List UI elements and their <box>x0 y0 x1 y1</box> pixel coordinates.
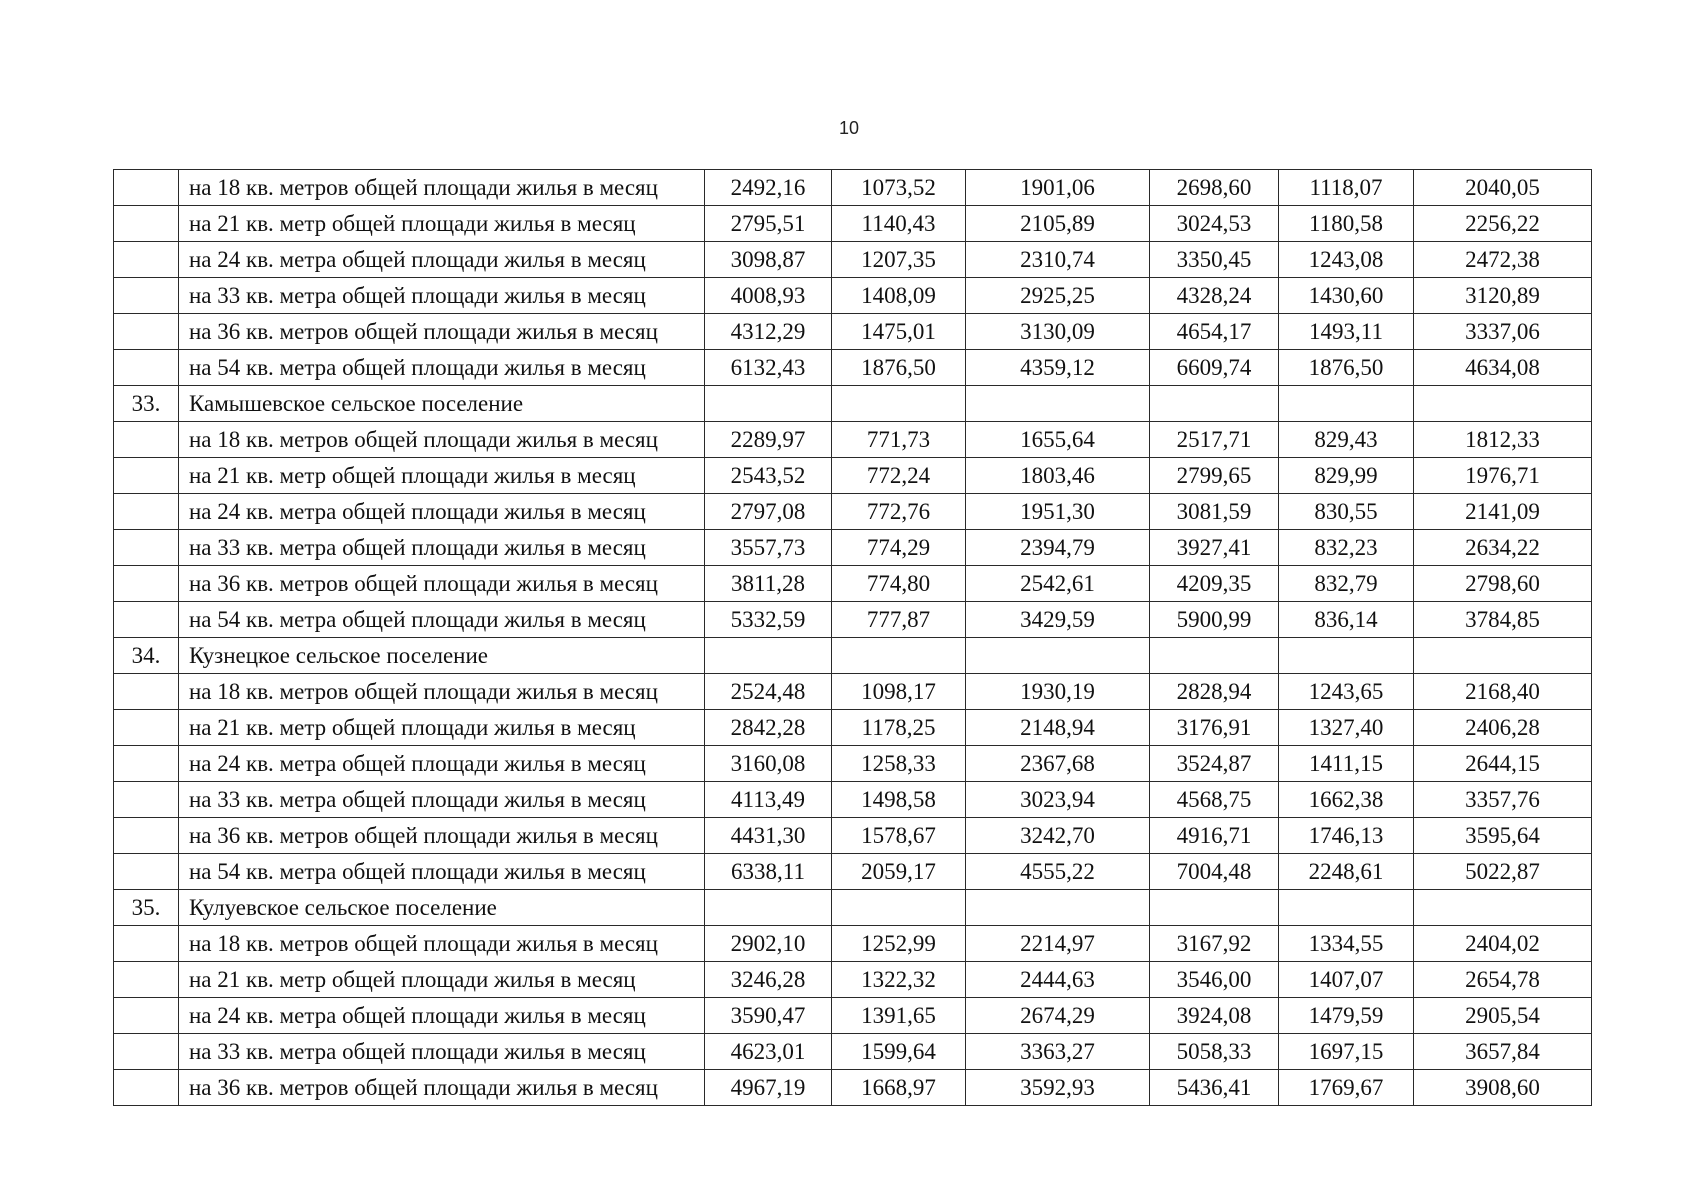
value-cell-col-3: 2214,97 <box>966 926 1150 962</box>
description-cell: на 21 кв. метр общей площади жилья в месяц <box>179 458 705 494</box>
row-number-cell: 33. <box>114 386 179 422</box>
row-number-cell <box>114 422 179 458</box>
value-cell-col-4: 3024,53 <box>1150 206 1279 242</box>
value-cell-col-3: 1930,19 <box>966 674 1150 710</box>
value-cell-col-3: 2542,61 <box>966 566 1150 602</box>
value-cell-col-2: 1207,35 <box>832 242 966 278</box>
value-cell-col-3: 3130,09 <box>966 314 1150 350</box>
value-cell-col-6: 2141,09 <box>1414 494 1592 530</box>
value-cell-col-4: 2799,65 <box>1150 458 1279 494</box>
value-cell-col-2: 1073,52 <box>832 170 966 206</box>
row-number-cell <box>114 710 179 746</box>
value-cell-col-6: 3908,60 <box>1414 1070 1592 1106</box>
value-cell-col-1: 4967,19 <box>705 1070 832 1106</box>
value-cell-col-6: 3337,06 <box>1414 314 1592 350</box>
value-cell-col-5: 829,99 <box>1279 458 1414 494</box>
value-cell-col-6: 2168,40 <box>1414 674 1592 710</box>
value-cell-col-3: 3592,93 <box>966 1070 1150 1106</box>
row-number-cell <box>114 926 179 962</box>
table-row <box>114 206 1592 242</box>
value-cell-col-4: 5900,99 <box>1150 602 1279 638</box>
description-cell: на 36 кв. метров общей площади жилья в месяц <box>179 818 705 854</box>
value-cell-col-6: 2644,15 <box>1414 746 1592 782</box>
value-cell-col-1 <box>705 890 832 926</box>
table-row <box>114 602 1592 638</box>
description-cell: на 36 кв. метров общей площади жилья в месяц <box>179 314 705 350</box>
value-cell-col-6: 2798,60 <box>1414 566 1592 602</box>
value-cell-col-4: 3524,87 <box>1150 746 1279 782</box>
description-cell: на 54 кв. метра общей площади жилья в месяц <box>179 350 705 386</box>
value-cell-col-6: 3357,76 <box>1414 782 1592 818</box>
table-row <box>114 494 1592 530</box>
row-number-cell <box>114 1034 179 1070</box>
value-cell-col-5 <box>1279 890 1414 926</box>
value-cell-col-3: 2310,74 <box>966 242 1150 278</box>
table-row <box>114 962 1592 998</box>
value-cell-col-2: 771,73 <box>832 422 966 458</box>
description-cell: на 54 кв. метра общей площади жилья в месяц <box>179 602 705 638</box>
value-cell-col-2: 1178,25 <box>832 710 966 746</box>
description-cell: на 24 кв. метра общей площади жилья в месяц <box>179 494 705 530</box>
table-row <box>114 998 1592 1034</box>
value-cell-col-2: 777,87 <box>832 602 966 638</box>
table-row <box>114 926 1592 962</box>
table-row <box>114 530 1592 566</box>
value-cell-col-5: 1876,50 <box>1279 350 1414 386</box>
value-cell-col-4: 3546,00 <box>1150 962 1279 998</box>
table-row <box>114 242 1592 278</box>
value-cell-col-2: 772,24 <box>832 458 966 494</box>
value-cell-col-3: 1901,06 <box>966 170 1150 206</box>
value-cell-col-2: 1599,64 <box>832 1034 966 1070</box>
row-number-cell <box>114 818 179 854</box>
value-cell-col-4: 3927,41 <box>1150 530 1279 566</box>
settlement-name-cell: Кулуевское сельское поселение <box>179 890 705 926</box>
row-number-cell <box>114 998 179 1034</box>
value-cell-col-3 <box>966 638 1150 674</box>
description-cell: на 36 кв. метров общей площади жилья в месяц <box>179 566 705 602</box>
table-row <box>114 818 1592 854</box>
value-cell-col-2: 1252,99 <box>832 926 966 962</box>
value-cell-col-3: 3023,94 <box>966 782 1150 818</box>
description-cell: на 54 кв. метра общей площади жилья в месяц <box>179 854 705 890</box>
row-number-cell <box>114 170 179 206</box>
section-header-row <box>114 386 1592 422</box>
row-number-cell <box>114 602 179 638</box>
value-cell-col-6: 3595,64 <box>1414 818 1592 854</box>
value-cell-col-4 <box>1150 890 1279 926</box>
value-cell-col-6: 2040,05 <box>1414 170 1592 206</box>
value-cell-col-1: 3098,87 <box>705 242 832 278</box>
value-cell-col-5: 1411,15 <box>1279 746 1414 782</box>
table-row <box>114 278 1592 314</box>
value-cell-col-3: 1951,30 <box>966 494 1150 530</box>
value-cell-col-2: 1098,17 <box>832 674 966 710</box>
value-cell-col-6: 2905,54 <box>1414 998 1592 1034</box>
value-cell-col-5: 1243,08 <box>1279 242 1414 278</box>
value-cell-col-4: 2698,60 <box>1150 170 1279 206</box>
value-cell-col-5: 1697,15 <box>1279 1034 1414 1070</box>
table-row <box>114 350 1592 386</box>
row-number-cell <box>114 674 179 710</box>
row-number-cell <box>114 566 179 602</box>
value-cell-col-2: 1668,97 <box>832 1070 966 1106</box>
value-cell-col-6: 2472,38 <box>1414 242 1592 278</box>
value-cell-col-4: 5436,41 <box>1150 1070 1279 1106</box>
value-cell-col-6 <box>1414 890 1592 926</box>
value-cell-col-6: 2634,22 <box>1414 530 1592 566</box>
value-cell-col-4 <box>1150 386 1279 422</box>
description-cell: на 18 кв. метров общей площади жилья в месяц <box>179 674 705 710</box>
value-cell-col-5 <box>1279 638 1414 674</box>
description-cell: на 21 кв. метр общей площади жилья в месяц <box>179 710 705 746</box>
settlement-name-cell: Камышевское сельское поселение <box>179 386 705 422</box>
value-cell-col-4: 4328,24 <box>1150 278 1279 314</box>
value-cell-col-2: 774,80 <box>832 566 966 602</box>
row-number-cell <box>114 206 179 242</box>
row-number-cell <box>114 494 179 530</box>
description-cell: на 24 кв. метра общей площади жилья в месяц <box>179 242 705 278</box>
table-row <box>114 566 1592 602</box>
value-cell-col-6: 3657,84 <box>1414 1034 1592 1070</box>
table-row <box>114 782 1592 818</box>
row-number-cell <box>114 314 179 350</box>
value-cell-col-2: 1498,58 <box>832 782 966 818</box>
value-cell-col-5: 2248,61 <box>1279 854 1414 890</box>
value-cell-col-2 <box>832 386 966 422</box>
value-cell-col-4: 4209,35 <box>1150 566 1279 602</box>
value-cell-col-5: 1746,13 <box>1279 818 1414 854</box>
value-cell-col-6: 2404,02 <box>1414 926 1592 962</box>
value-cell-col-5: 1430,60 <box>1279 278 1414 314</box>
description-cell: на 18 кв. метров общей площади жилья в месяц <box>179 170 705 206</box>
description-cell: на 18 кв. метров общей площади жилья в месяц <box>179 422 705 458</box>
description-cell: на 33 кв. метра общей площади жилья в месяц <box>179 278 705 314</box>
description-cell: на 24 кв. метра общей площади жилья в месяц <box>179 998 705 1034</box>
value-cell-col-4: 4916,71 <box>1150 818 1279 854</box>
value-cell-col-2: 774,29 <box>832 530 966 566</box>
value-cell-col-4: 3350,45 <box>1150 242 1279 278</box>
value-cell-col-1: 4431,30 <box>705 818 832 854</box>
value-cell-col-4: 4568,75 <box>1150 782 1279 818</box>
value-cell-col-1: 4623,01 <box>705 1034 832 1070</box>
value-cell-col-2: 1391,65 <box>832 998 966 1034</box>
value-cell-col-2 <box>832 890 966 926</box>
description-cell: на 33 кв. метра общей площади жилья в месяц <box>179 1034 705 1070</box>
value-cell-col-6: 2654,78 <box>1414 962 1592 998</box>
row-number-cell <box>114 962 179 998</box>
table-row <box>114 422 1592 458</box>
description-cell: на 18 кв. метров общей площади жилья в месяц <box>179 926 705 962</box>
table-row <box>114 314 1592 350</box>
value-cell-col-6 <box>1414 638 1592 674</box>
description-cell: на 36 кв. метров общей площади жилья в месяц <box>179 1070 705 1106</box>
value-cell-col-3: 3429,59 <box>966 602 1150 638</box>
value-cell-col-1: 3246,28 <box>705 962 832 998</box>
value-cell-col-6: 3120,89 <box>1414 278 1592 314</box>
row-number-cell: 34. <box>114 638 179 674</box>
table-body <box>114 170 1592 1106</box>
description-cell: на 33 кв. метра общей площади жилья в месяц <box>179 782 705 818</box>
row-number-cell <box>114 458 179 494</box>
value-cell-col-2: 1578,67 <box>832 818 966 854</box>
value-cell-col-4: 7004,48 <box>1150 854 1279 890</box>
value-cell-col-2: 1140,43 <box>832 206 966 242</box>
value-cell-col-5: 1407,07 <box>1279 962 1414 998</box>
page-number: 10 <box>838 118 860 138</box>
description-cell: на 24 кв. метра общей площади жилья в месяц <box>179 746 705 782</box>
value-cell-col-1: 2289,97 <box>705 422 832 458</box>
value-cell-col-3: 2394,79 <box>966 530 1150 566</box>
description-cell: на 21 кв. метр общей площади жилья в месяц <box>179 962 705 998</box>
description-cell: на 21 кв. метр общей площади жилья в месяц <box>179 206 705 242</box>
value-cell-col-5: 1118,07 <box>1279 170 1414 206</box>
value-cell-col-3: 2444,63 <box>966 962 1150 998</box>
value-cell-col-1: 2524,48 <box>705 674 832 710</box>
value-cell-col-3: 3363,27 <box>966 1034 1150 1070</box>
value-cell-col-3: 4555,22 <box>966 854 1150 890</box>
value-cell-col-2: 2059,17 <box>832 854 966 890</box>
value-cell-col-1: 2797,08 <box>705 494 832 530</box>
value-cell-col-5: 832,79 <box>1279 566 1414 602</box>
value-cell-col-6: 2406,28 <box>1414 710 1592 746</box>
value-cell-col-4: 3176,91 <box>1150 710 1279 746</box>
value-cell-col-1: 4008,93 <box>705 278 832 314</box>
value-cell-col-3: 1803,46 <box>966 458 1150 494</box>
value-cell-col-2: 1258,33 <box>832 746 966 782</box>
row-number-cell <box>114 746 179 782</box>
value-cell-col-3: 3242,70 <box>966 818 1150 854</box>
value-cell-col-5: 1334,55 <box>1279 926 1414 962</box>
table-row <box>114 170 1592 206</box>
value-cell-col-3: 2925,25 <box>966 278 1150 314</box>
value-cell-col-6: 4634,08 <box>1414 350 1592 386</box>
value-cell-col-3: 2148,94 <box>966 710 1150 746</box>
value-cell-col-4: 2517,71 <box>1150 422 1279 458</box>
value-cell-col-1 <box>705 386 832 422</box>
value-cell-col-4: 2828,94 <box>1150 674 1279 710</box>
value-cell-col-1: 3590,47 <box>705 998 832 1034</box>
value-cell-col-5: 1769,67 <box>1279 1070 1414 1106</box>
tariff-table <box>113 169 1592 1106</box>
value-cell-col-1 <box>705 638 832 674</box>
value-cell-col-5: 1243,65 <box>1279 674 1414 710</box>
value-cell-col-1: 2902,10 <box>705 926 832 962</box>
value-cell-col-6 <box>1414 386 1592 422</box>
value-cell-col-2: 1876,50 <box>832 350 966 386</box>
value-cell-col-3: 2674,29 <box>966 998 1150 1034</box>
value-cell-col-4: 3924,08 <box>1150 998 1279 1034</box>
value-cell-col-5: 1479,59 <box>1279 998 1414 1034</box>
value-cell-col-5: 836,14 <box>1279 602 1414 638</box>
value-cell-col-6: 2256,22 <box>1414 206 1592 242</box>
value-cell-col-5: 830,55 <box>1279 494 1414 530</box>
table-row <box>114 854 1592 890</box>
value-cell-col-5: 1327,40 <box>1279 710 1414 746</box>
table-row <box>114 1034 1592 1070</box>
value-cell-col-5: 1180,58 <box>1279 206 1414 242</box>
value-cell-col-5 <box>1279 386 1414 422</box>
value-cell-col-3 <box>966 890 1150 926</box>
value-cell-col-1: 4113,49 <box>705 782 832 818</box>
value-cell-col-4: 6609,74 <box>1150 350 1279 386</box>
value-cell-col-3 <box>966 386 1150 422</box>
value-cell-col-1: 6132,43 <box>705 350 832 386</box>
row-number-cell <box>114 350 179 386</box>
description-cell: на 33 кв. метра общей площади жилья в месяц <box>179 530 705 566</box>
row-number-cell <box>114 782 179 818</box>
value-cell-col-4: 4654,17 <box>1150 314 1279 350</box>
value-cell-col-3: 2105,89 <box>966 206 1150 242</box>
row-number-cell <box>114 530 179 566</box>
value-cell-col-6: 1812,33 <box>1414 422 1592 458</box>
value-cell-col-2 <box>832 638 966 674</box>
value-cell-col-1: 3811,28 <box>705 566 832 602</box>
value-cell-col-5: 829,43 <box>1279 422 1414 458</box>
value-cell-col-3: 1655,64 <box>966 422 1150 458</box>
value-cell-col-1: 2543,52 <box>705 458 832 494</box>
value-cell-col-2: 1475,01 <box>832 314 966 350</box>
row-number-cell <box>114 1070 179 1106</box>
value-cell-col-4: 5058,33 <box>1150 1034 1279 1070</box>
value-cell-col-4: 3167,92 <box>1150 926 1279 962</box>
section-header-row <box>114 890 1592 926</box>
table-row <box>114 458 1592 494</box>
value-cell-col-1: 2842,28 <box>705 710 832 746</box>
value-cell-col-1: 3160,08 <box>705 746 832 782</box>
value-cell-col-5: 1493,11 <box>1279 314 1414 350</box>
value-cell-col-1: 3557,73 <box>705 530 832 566</box>
value-cell-col-5: 832,23 <box>1279 530 1414 566</box>
value-cell-col-2: 1408,09 <box>832 278 966 314</box>
value-cell-col-1: 2795,51 <box>705 206 832 242</box>
value-cell-col-4: 3081,59 <box>1150 494 1279 530</box>
value-cell-col-1: 5332,59 <box>705 602 832 638</box>
value-cell-col-1: 2492,16 <box>705 170 832 206</box>
value-cell-col-1: 6338,11 <box>705 854 832 890</box>
value-cell-col-6: 1976,71 <box>1414 458 1592 494</box>
row-number-cell <box>114 278 179 314</box>
settlement-name-cell: Кузнецкое сельское поселение <box>179 638 705 674</box>
value-cell-col-6: 5022,87 <box>1414 854 1592 890</box>
section-header-row <box>114 638 1592 674</box>
value-cell-col-3: 4359,12 <box>966 350 1150 386</box>
value-cell-col-2: 772,76 <box>832 494 966 530</box>
value-cell-col-4 <box>1150 638 1279 674</box>
value-cell-col-1: 4312,29 <box>705 314 832 350</box>
table-row <box>114 746 1592 782</box>
value-cell-col-6: 3784,85 <box>1414 602 1592 638</box>
table-row <box>114 674 1592 710</box>
value-cell-col-5: 1662,38 <box>1279 782 1414 818</box>
value-cell-col-2: 1322,32 <box>832 962 966 998</box>
row-number-cell <box>114 854 179 890</box>
row-number-cell: 35. <box>114 890 179 926</box>
row-number-cell <box>114 242 179 278</box>
table-row <box>114 1070 1592 1106</box>
value-cell-col-3: 2367,68 <box>966 746 1150 782</box>
table-row <box>114 710 1592 746</box>
